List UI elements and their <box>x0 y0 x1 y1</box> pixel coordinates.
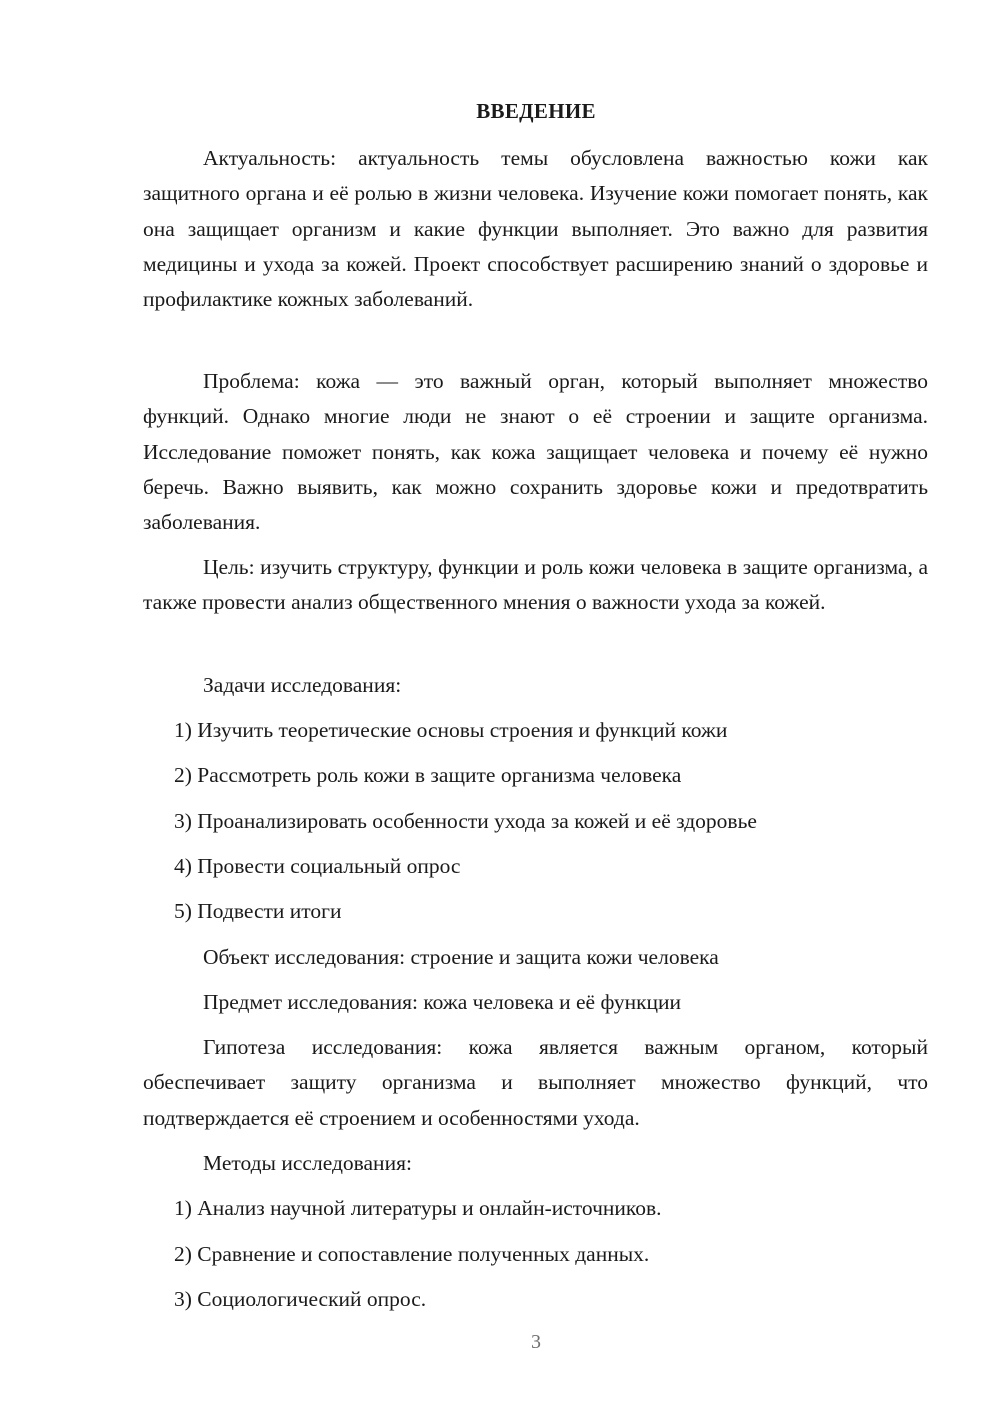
methods-heading: Методы исследования: <box>203 1151 412 1175</box>
task-item: 4) Провести социальный опрос <box>174 854 461 878</box>
task-item: 1) Изучить теоретические основы строения и функций кожи <box>174 718 728 742</box>
method-item: 3) Социологический опрос. <box>174 1287 427 1311</box>
tasks-heading: Задачи исследования: <box>203 673 402 697</box>
research-subject: Предмет исследования: кожа человека и её функции <box>203 990 682 1014</box>
problem-paragraph: Проблема: кожа — это важный орган, который выполняет множество функций. Однако многие люди не знают о её строении и защите организма. Исследование поможет понять, как кожа защищает человека и почему её нужно беречь. Важно выявить, как можно сохранить здоровье кожи и предотвратить заболевания. <box>143 369 928 535</box>
section-title: ВВЕДЕНИЕ <box>476 99 596 123</box>
task-item: 3) Проанализировать особенности ухода за кожей и её здоровье <box>174 809 757 833</box>
task-item: 5) Подвести итоги <box>174 899 342 923</box>
page-number: 3 <box>531 1331 541 1353</box>
task-item: 2) Рассмотреть роль кожи в защите организма человека <box>174 763 682 787</box>
hypothesis-paragraph: Гипотеза исследования: кожа является важным органом, который обеспечивает защиту организма и выполняет множество функций, что подтверждается её строением и особенностями ухода. <box>143 1035 928 1130</box>
research-object: Объект исследования: строение и защита кожи человека <box>203 945 719 969</box>
relevance-paragraph: Актуальность: актуальность темы обусловлена важностью кожи как защитного органа и её ролью в жизни человека. Изучение кожи помогает понять, как она защищает организм и какие функции выполняет. Это важно для развития медицины и ухода за кожей. Проект способствует расширению знаний о здоровье и профилактике кожных заболеваний. <box>143 146 928 312</box>
method-item: 1) Анализ научной литературы и онлайн-источников. <box>174 1196 662 1220</box>
goal-paragraph: Цель: изучить структуру, функции и роль кожи человека в защите организма, а также провести анализ общественного мнения о важности ухода за кожей. <box>143 555 928 615</box>
method-item: 2) Сравнение и сопоставление полученных данных. <box>174 1242 650 1266</box>
